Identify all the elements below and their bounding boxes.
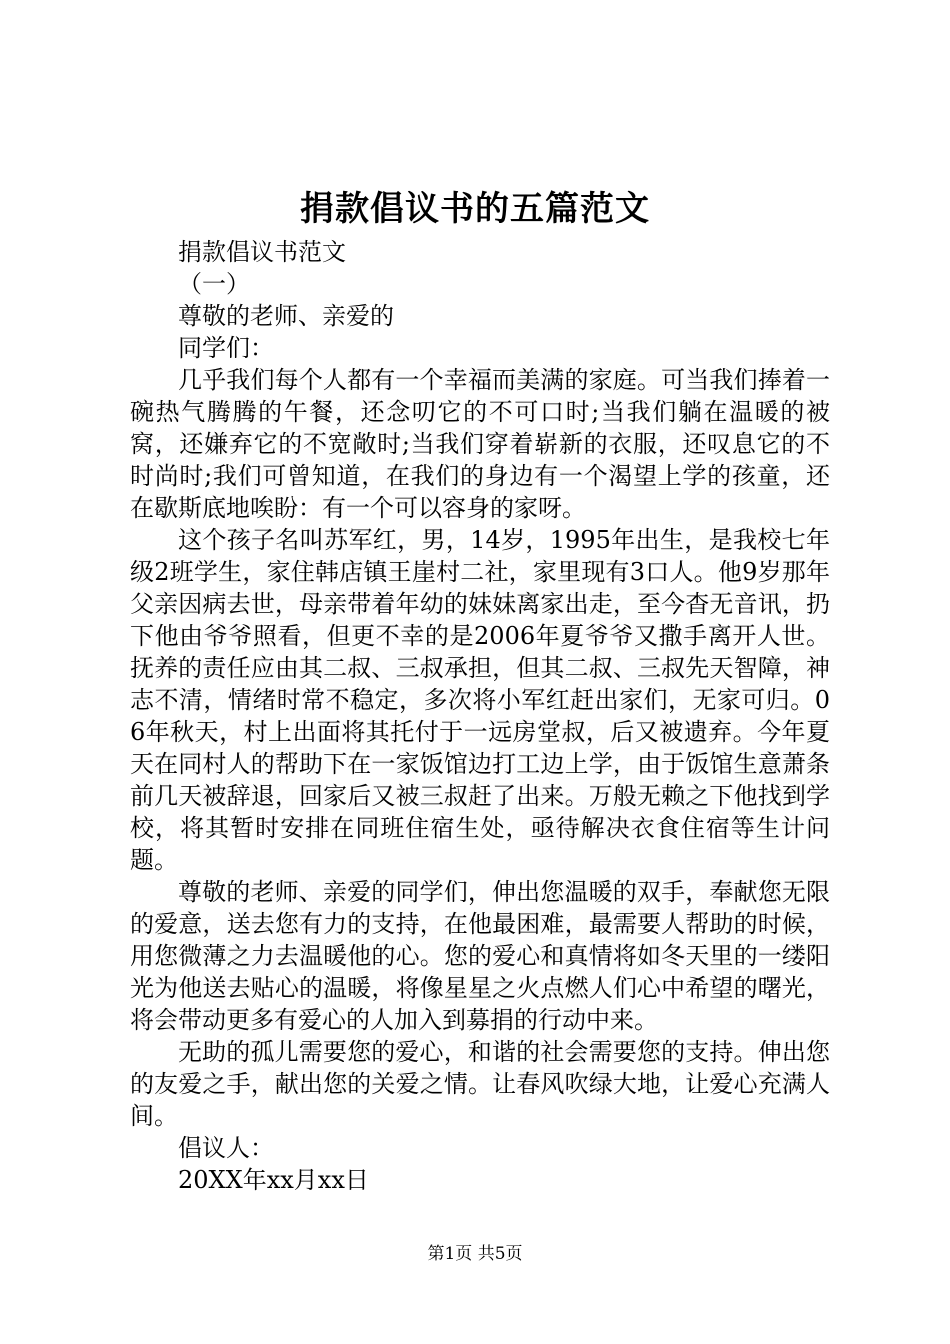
- paragraph-1: 几乎我们每个人都有一个幸福而美满的家庭。可当我们捧着一碗热气腾腾的午餐，还念叨它的不可口时;当我们躺在温暖的被窝，还嫌弃它的不宽敞时;当我们穿着崭新的衣服，还叹息它的不时尚时;我们可曾知道，在我们的身边有一个渴望上学的孩童，还在歇斯底地唉盼：有一个可以容身的家呀。: [130, 366, 830, 522]
- document-title: 捐款倡议书的五篇范文: [300, 189, 650, 229]
- paragraph-3: 尊敬的老师、亲爱的同学们，伸出您温暖的双手，奉献您无限的爱意，送去您有力的支持，在他最困难，最需要人帮助的时候，用您微薄之力去温暖他的心。您的爱心和真情将如冬天里的一缕阳光为他送去贴心的温暖，将像星星之火点燃人们心中希望的曙光，将会带动更多有爱心的人加入到募捐的行动中来。: [130, 878, 830, 1034]
- signature-line: 倡议人：: [178, 1134, 274, 1162]
- date-line: 20XX年xx月xx日: [178, 1166, 369, 1194]
- paragraph-4: 无助的孤儿需要您的爱心，和谐的社会需要您的支持。伸出您的友爱之手，献出您的关爱之情。让春风吹绿大地，让爱心充满人间。: [130, 1038, 830, 1130]
- document-body: [130, 236, 830, 1196]
- page-footer: 第1页 共5页: [427, 1244, 523, 1264]
- section-number: （一）: [178, 270, 250, 298]
- document-heading: 捐款倡议书范文: [178, 238, 346, 266]
- paragraph-2: 这个孩子名叫苏军红，男，14岁，1995年出生，是我校七年级2班学生，家住韩店镇王崖村二社，家里现有3口人。他9岁那年父亲因病去世，母亲带着年幼的妹妹离家出走，至今杳无音讯，扔下他由爷爷照看，但更不幸的是2006年夏爷爷又撒手离开人世。抚养的责任应由其二叔、三叔承担，但其二叔、三叔先天智障，神志不清，情绪时常不稳定，多次将小军红赶出家们，无家可归。06年秋天，村上出面将其托付于一远房堂叔，后又被遗弃。今年夏天在同村人的帮助下在一家饭馆边打工边上学，由于饭馆生意萧条前几天被辞退，回家后又被三叔赶了出来。万般无赖之下他找到学校，将其暂时安排在同班住宿生处，亟待解决衣食住宿等生计问题。: [130, 526, 830, 874]
- salutation-line-2: 同学们：: [178, 334, 274, 362]
- salutation-line-1: 尊敬的老师、亲爱的: [178, 302, 394, 330]
